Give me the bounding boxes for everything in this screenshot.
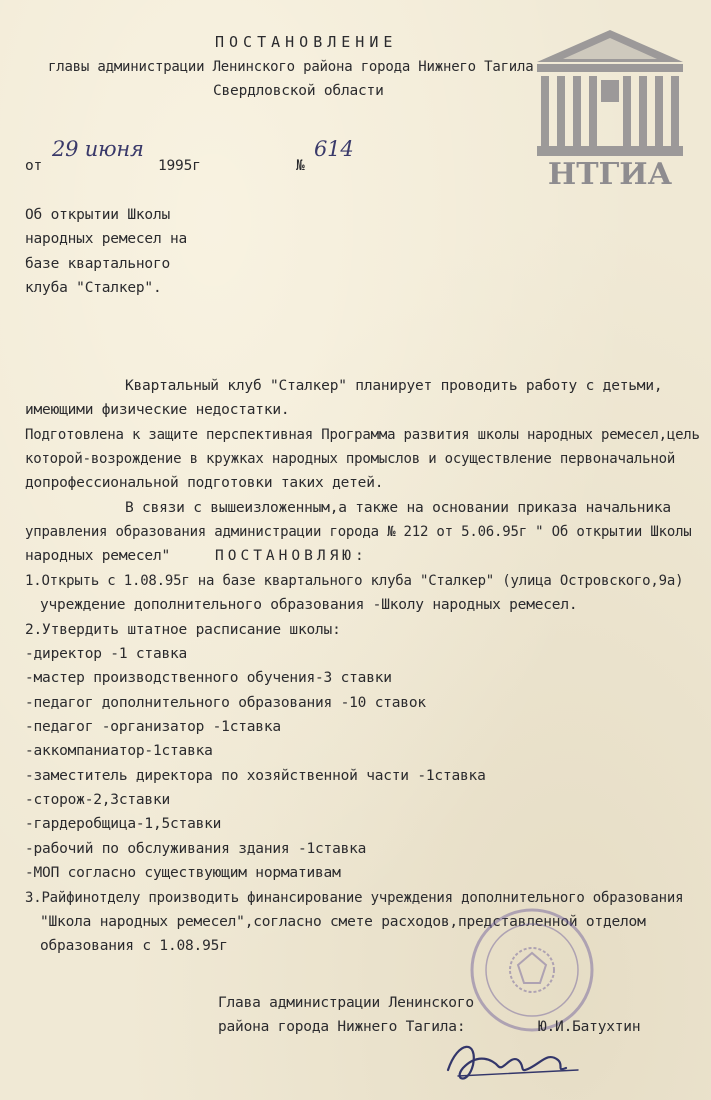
body-line: имеющими физические недостатки. xyxy=(25,402,290,418)
staff-list-item: -МОП согласно существующим нормативам xyxy=(25,865,341,881)
number-handwritten: 614 xyxy=(314,137,354,161)
item-line: учреждение дополнительного образования -Школу народных ремесел. xyxy=(40,597,578,613)
staff-list-item: -сторож-2,3ставки xyxy=(25,792,171,808)
date-prefix: от xyxy=(25,158,43,174)
document-title: ПОСТАНОВЛЕНИЕ xyxy=(215,33,398,51)
date-year: 1995г xyxy=(158,158,201,174)
header-region: Свердловской области xyxy=(213,83,384,99)
subject-line: Об открытии Школы xyxy=(25,207,171,223)
number-prefix: № xyxy=(296,158,305,174)
subject-line: клуба "Сталкер". xyxy=(25,280,162,296)
staff-list-item: -заместитель директора по хозяйственной части -1ставка xyxy=(25,768,486,784)
body-line: народных ремесел" xyxy=(25,548,171,564)
header-issuer: главы администрации Ленинского района города Нижнего Тагила xyxy=(48,59,534,75)
signatory-role: Глава администрации Ленинского xyxy=(218,995,474,1011)
item-line: 3.Райфинотделу производить финансирование учреждения дополнительного образования xyxy=(25,890,684,906)
staff-list-item: -мастер производственного обучения-3 ставки xyxy=(25,670,392,686)
body-line: Квартальный клуб "Сталкер" планирует проводить работу с детьми, xyxy=(125,378,663,394)
body-line: которой-возрождение в кружках народных промыслов и осуществление первоначальной xyxy=(25,451,676,467)
body-line: В связи с вышеизложенным,а также на основании приказа начальника xyxy=(125,500,671,516)
logo-text: НТГИА xyxy=(547,157,673,190)
archive-logo-icon xyxy=(533,28,688,190)
subject-line: базе квартального xyxy=(25,256,171,272)
staff-list-item: -гардеробщица-1,5ставки xyxy=(25,816,222,832)
handwritten-signature-icon xyxy=(438,1030,588,1090)
item-line: 2.Утвердить штатное расписание школы: xyxy=(25,622,341,638)
item-line: образования с 1.08.95г xyxy=(40,938,228,954)
staff-list-item: -аккомпаниатор-1ставка xyxy=(25,743,213,759)
staff-list-item: -педагог -организатор -1ставка xyxy=(25,719,281,735)
signatory-role: района города Нижнего Тагила: xyxy=(218,1019,466,1035)
subject-line: народных ремесел на xyxy=(25,231,188,247)
decree-word: ПОСТАНОВЛЯЮ: xyxy=(215,548,368,564)
official-stamp-icon xyxy=(452,905,612,1035)
signatory-name: Ю.И.Батухтин xyxy=(538,1019,641,1035)
item-line: "Школа народных ремесел",согласно смете расходов,представленной отделом xyxy=(40,914,646,930)
staff-list-item: -педагог дополнительного образования -10 ставок xyxy=(25,695,426,711)
body-line: управления образования администрации города № 212 от 5.06.95г " Об открытии Школы xyxy=(25,524,692,540)
date-handwritten: 29 июня xyxy=(52,137,144,161)
body-line: Подготовлена к защите перспективная Программа развития школы народных ремесел,цель xyxy=(25,427,700,443)
staff-list-item: -директор -1 ставка xyxy=(25,646,188,662)
body-line: допрофессиональной подготовки таких детей. xyxy=(25,475,384,491)
item-line: 1.Открыть с 1.08.95г на базе квартального клуба "Сталкер" (улица Островского,9а) xyxy=(25,573,684,589)
staff-list-item: -рабочий по обслуживания здания -1ставка xyxy=(25,841,367,857)
